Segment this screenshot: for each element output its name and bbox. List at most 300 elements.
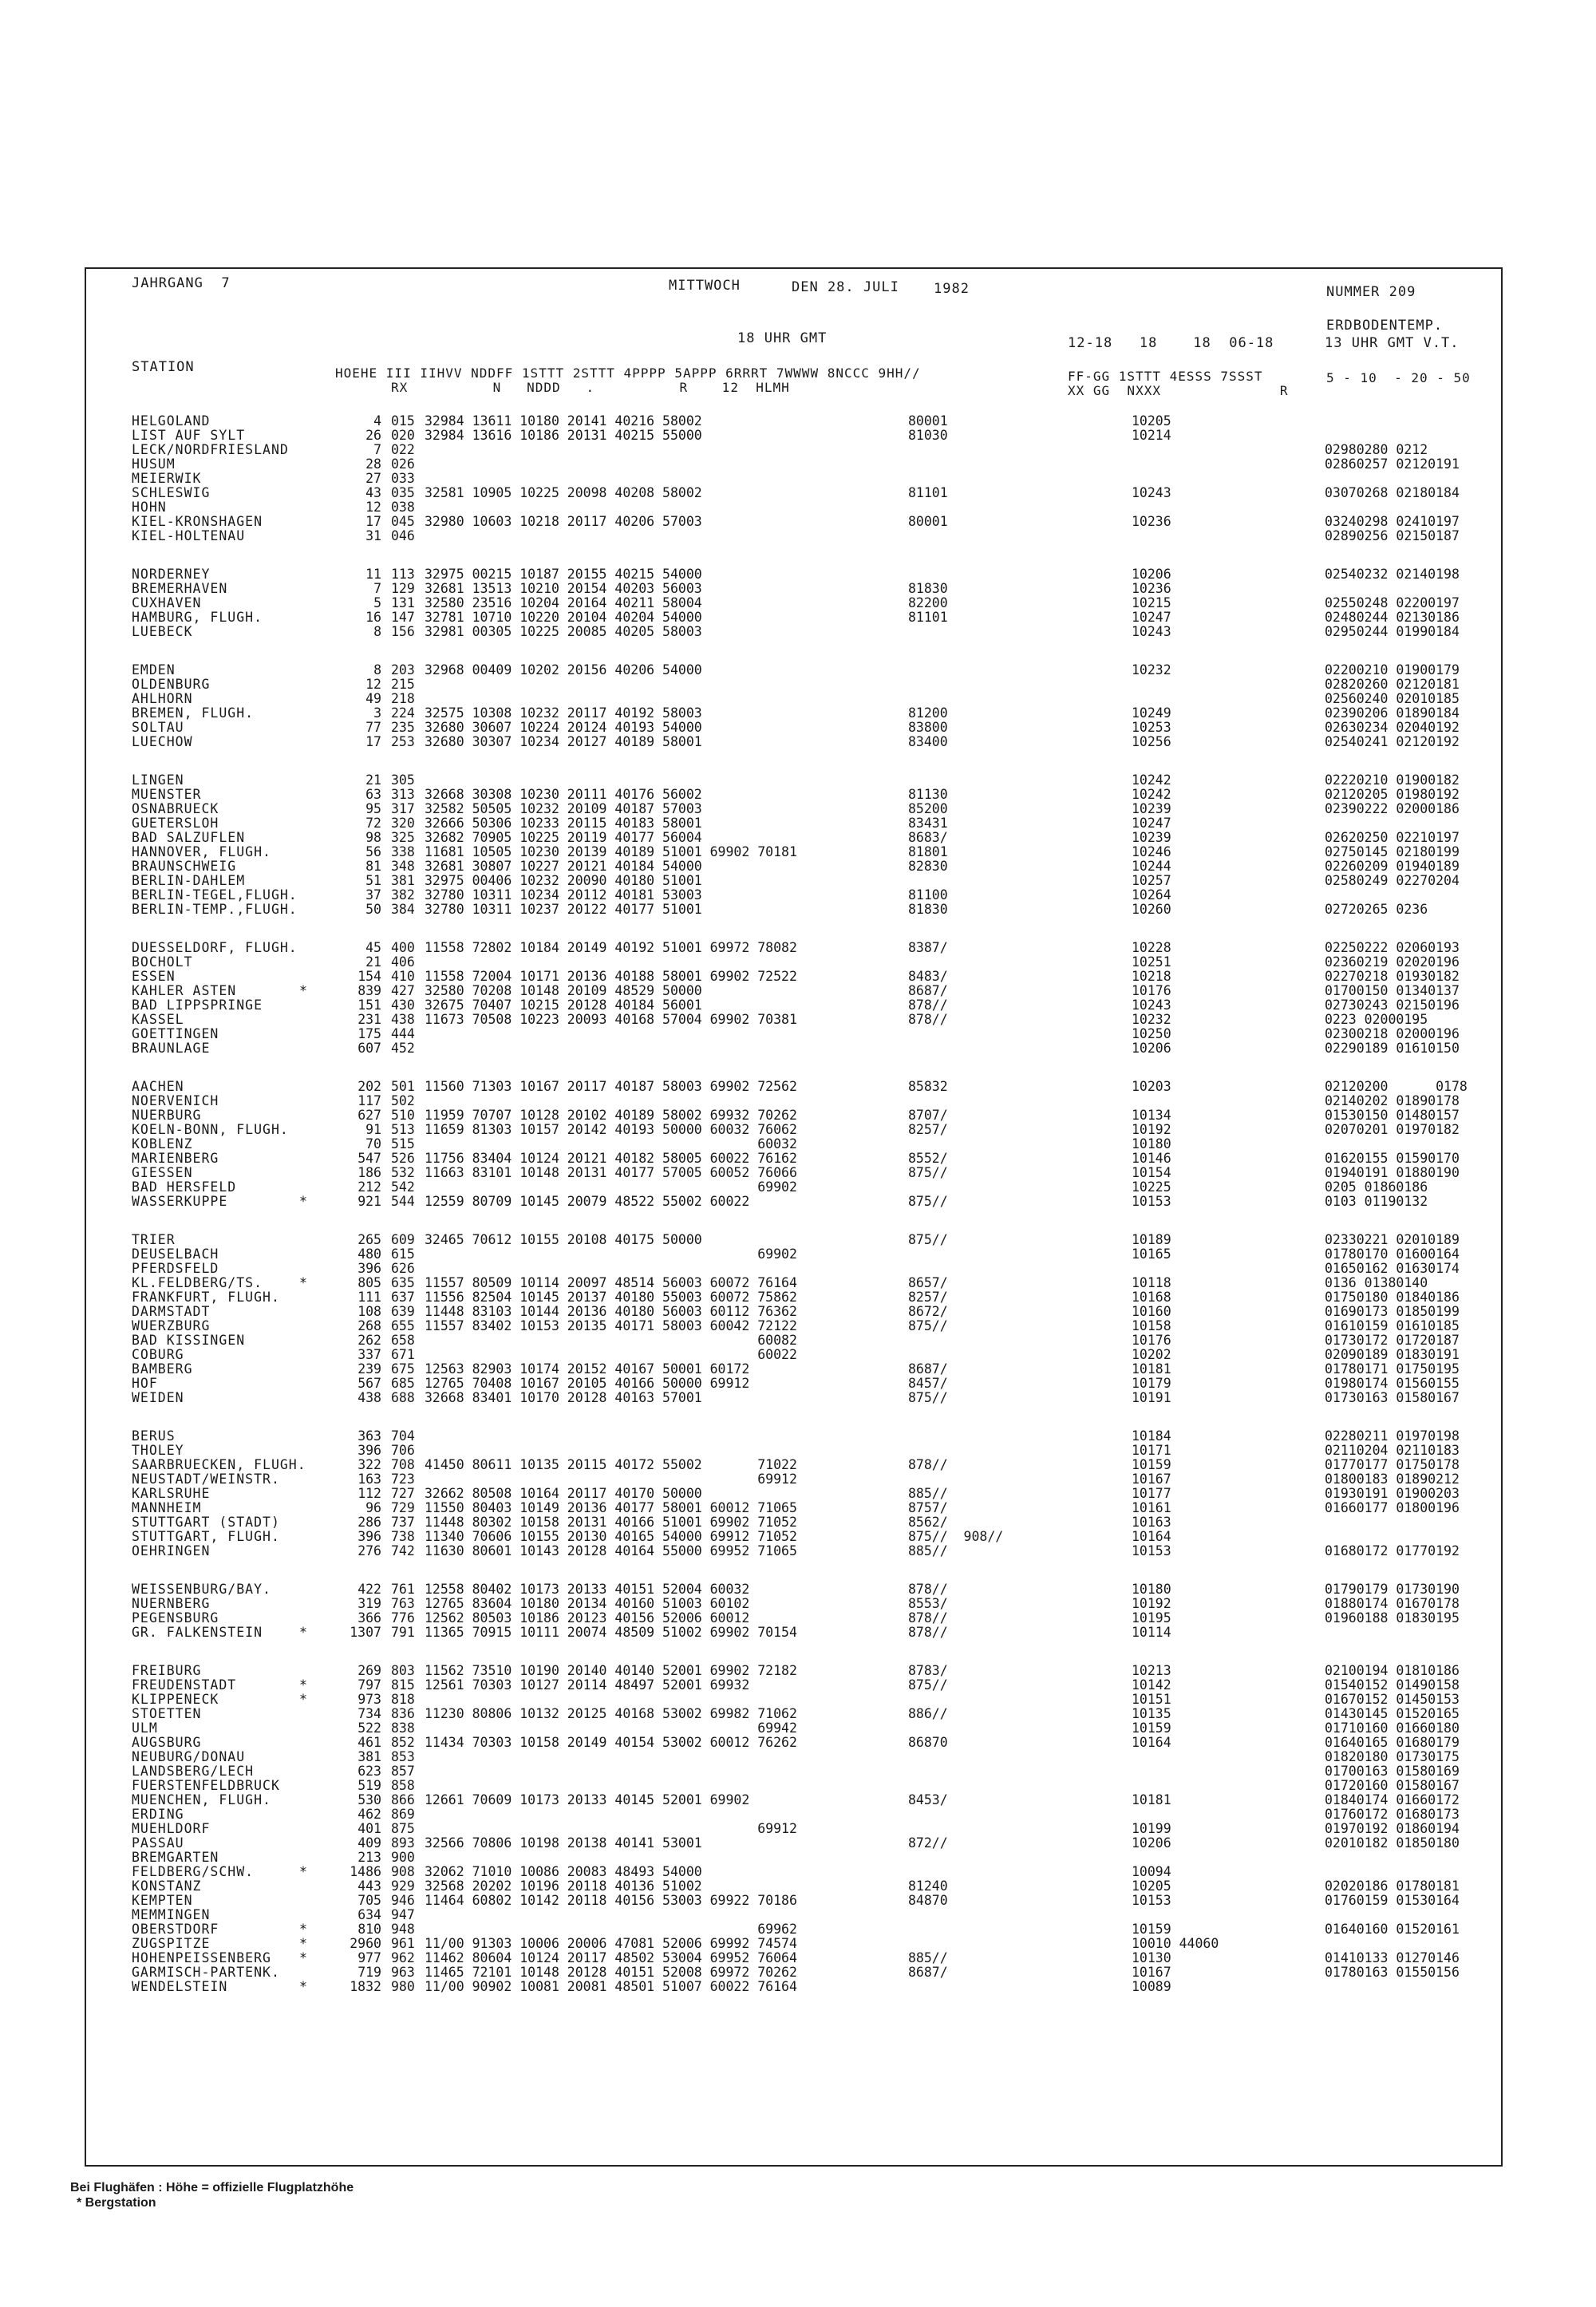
obs-values: 60082: [425, 1333, 797, 1348]
station-name: MEMMINGEN: [132, 1907, 211, 1922]
soil-temp-values: 02720265 0236: [1325, 902, 1428, 917]
station-name: GR. FALKENSTEIN: [132, 1625, 263, 1640]
hoehe-value: 363: [358, 1428, 381, 1444]
station-name: MUENCHEN, FLUGH.: [132, 1792, 271, 1807]
ff-value: 10151: [1132, 1692, 1171, 1707]
station-name: BRAUNLAGE: [132, 1041, 211, 1056]
hoehe-value: 81: [365, 859, 381, 874]
station-name: SAARBRUECKEN, FLUGH.: [132, 1457, 306, 1472]
soil-temp-values: 01720160 01580167: [1325, 1778, 1460, 1793]
ff-value: 10205: [1132, 1878, 1171, 1894]
ff-value: 10202: [1132, 1347, 1171, 1362]
obs-values: 32681 13513 10210 20154 40203 56003: [425, 581, 702, 596]
hours-right: 12-18 18 18 06-18: [1068, 335, 1274, 351]
ff-value: 10114: [1132, 1625, 1171, 1640]
soil-temp-values: 01760172 01680173: [1325, 1807, 1460, 1822]
obs-values: 32662 80508 10164 20117 40170 50000: [425, 1486, 702, 1501]
obs-values: 11673 70508 10223 20093 40168 57004 69902 70381: [425, 1012, 797, 1027]
obs-values: 69962: [425, 1922, 797, 1937]
soil-temp-values: 01930191 01900203: [1325, 1486, 1460, 1501]
ff-value: 10206: [1132, 1041, 1171, 1056]
soil-temp-values: 0136 01380140: [1325, 1275, 1428, 1290]
ff-value: 10249: [1132, 705, 1171, 721]
ff-value: 10191: [1132, 1390, 1171, 1405]
sstt-value: 81101: [908, 485, 948, 500]
ff-value: 10257: [1132, 873, 1171, 888]
soil-temp-values: 02290189 01610150: [1325, 1041, 1460, 1056]
soil-temp-values: 01620155 01590170: [1325, 1151, 1460, 1166]
sstt-value: 886//: [908, 1706, 948, 1721]
soil-temp-values: 02360219 02020196: [1325, 954, 1460, 970]
hoehe-value: 286: [358, 1515, 381, 1530]
ff-value: 10089: [1132, 1979, 1171, 1994]
ff-value: 10239: [1132, 830, 1171, 845]
soil-temp-values: 02730243 02150196: [1325, 997, 1460, 1013]
ff-value: 10167: [1132, 1965, 1171, 1980]
sstt-value: 8553/: [908, 1596, 948, 1611]
hoehe-value: 49: [365, 691, 381, 706]
hoehe-value: 366: [358, 1610, 381, 1626]
iii-value: 929: [391, 1878, 415, 1894]
iii-value: 147: [391, 610, 415, 625]
sstt-value: 81801: [908, 844, 948, 859]
soil-temp-values: 01730163 01580167: [1325, 1390, 1460, 1405]
iii-value: 046: [391, 528, 415, 543]
sstt-value: 86870: [908, 1735, 948, 1750]
obs-values: 32980 10603 10218 20117 40206 57003: [425, 514, 702, 529]
iii-value: 727: [391, 1486, 415, 1501]
sstt-value: 8687/: [908, 983, 948, 998]
obs-values: 12661 70609 10173 20133 40145 52001 69902: [425, 1792, 750, 1807]
hoehe-value: 839: [358, 983, 381, 998]
ff-value: 10242: [1132, 787, 1171, 802]
station-name: WEISSENBURG/BAY.: [132, 1582, 271, 1597]
soil-temp-values: 02270218 01930182: [1325, 969, 1460, 984]
ff-value: 10177: [1132, 1486, 1171, 1501]
sstt-value: 81130: [908, 787, 948, 802]
hoehe-value: 26: [365, 428, 381, 443]
ff-value: 10179: [1132, 1376, 1171, 1391]
footnote-airport: Bei Flughäfen : Höhe = offizielle Flugplatzhöhe: [70, 2181, 354, 2194]
obs-values: 32975 00406 10232 20090 40180 51001: [425, 873, 702, 888]
iii-value: 502: [391, 1093, 415, 1108]
sstt-value: 875//: [908, 1318, 948, 1333]
soil-temp-values: 0205 01860186: [1325, 1179, 1428, 1195]
station-name: HANNOVER, FLUGH.: [132, 844, 271, 859]
column-codes-right-sub: XX GG NXXX R: [1068, 383, 1289, 398]
ff-value: 10189: [1132, 1232, 1171, 1247]
iii-value: 113: [391, 567, 415, 582]
iii-value: 410: [391, 969, 415, 984]
station-name: CUXHAVEN: [132, 595, 202, 610]
station-name: KLIPPENECK: [132, 1692, 219, 1707]
obs-values: 32666 50306 10233 20115 40183 58001: [425, 816, 702, 831]
hoehe-value: 269: [358, 1663, 381, 1678]
ff-value: 10239: [1132, 801, 1171, 816]
obs-values: 32668 30308 10230 20111 40176 56002: [425, 787, 702, 802]
station-name: BRAUNSCHWEIG: [132, 859, 237, 874]
station-name: BERLIN-TEMP.,FLUGH.: [132, 902, 298, 917]
iii-value: 215: [391, 677, 415, 692]
ff-value: 10247: [1132, 610, 1171, 625]
station-name: HAMBURG, FLUGH.: [132, 610, 263, 625]
sstt-value: 875//: [908, 1232, 948, 1247]
obs-values: 11448 80302 10158 20131 40166 51001 69902 71052: [425, 1515, 797, 1530]
iii-value: 033: [391, 471, 415, 486]
iii-value: 963: [391, 1965, 415, 1980]
iii-value: 947: [391, 1907, 415, 1922]
ff-value: 10213: [1132, 1663, 1171, 1678]
hoehe-value: 231: [358, 1012, 381, 1027]
soil-temp-values: 02630234 02040192: [1325, 720, 1460, 735]
hoehe-value: 28: [365, 456, 381, 472]
iii-value: 218: [391, 691, 415, 706]
hoehe-value: 151: [358, 997, 381, 1013]
iii-value: 803: [391, 1663, 415, 1678]
ff-value: 10161: [1132, 1500, 1171, 1515]
iii-value: 836: [391, 1706, 415, 1721]
station-name: NORDERNEY: [132, 567, 211, 582]
hoehe-value: 262: [358, 1333, 381, 1348]
sstt-value: 85832: [908, 1079, 948, 1094]
column-codes-right: FF-GG 1STTT 4ESSS 7SSST: [1068, 369, 1263, 384]
ff-value: 10243: [1132, 485, 1171, 500]
soil-temp-values: 01700150 01340137: [1325, 983, 1460, 998]
sstt-value: 81101: [908, 610, 948, 625]
hoehe-value: 1486: [350, 1864, 381, 1879]
hoehe-value: 12: [365, 677, 381, 692]
obs-values: 11465 72101 10148 20128 40151 52008 69972 70262: [425, 1965, 797, 1980]
iii-value: 853: [391, 1749, 415, 1764]
soil-temp-values: 02100194 01810186: [1325, 1663, 1460, 1678]
iii-value: 729: [391, 1500, 415, 1515]
iii-value: 129: [391, 581, 415, 596]
obs-values: 11959 70707 10128 20102 40189 58002 69932 70262: [425, 1108, 797, 1123]
iii-value: 815: [391, 1677, 415, 1693]
ff-value: 10253: [1132, 720, 1171, 735]
hoehe-value: 8: [373, 662, 381, 677]
mountain-mark: *: [299, 1275, 307, 1290]
sstt-value: 878//: [908, 1610, 948, 1626]
hoehe-value: 70: [365, 1136, 381, 1152]
hoehe-value: 27: [365, 471, 381, 486]
soil-temp-values: 01430145 01520165: [1325, 1706, 1460, 1721]
ff-value: 10203: [1132, 1079, 1171, 1094]
ff-value: 10215: [1132, 595, 1171, 610]
hoehe-value: 7: [373, 442, 381, 457]
obs-values: 69942: [425, 1720, 797, 1736]
ff-value: 10171: [1132, 1443, 1171, 1458]
obs-values: 11756 83404 10124 20121 40182 58005 60022 76162: [425, 1151, 797, 1166]
iii-value: 609: [391, 1232, 415, 1247]
station-name: BOCHOLT: [132, 954, 193, 970]
obs-values: 11558 72802 10184 20149 40192 51001 69972 78082: [425, 940, 797, 955]
hoehe-value: 21: [365, 954, 381, 970]
sstt-value: 81830: [908, 581, 948, 596]
ff-value: 10168: [1132, 1290, 1171, 1305]
obs-values: 32680 30307 10234 20127 40189 58001: [425, 734, 702, 749]
hoehe-value: 396: [358, 1261, 381, 1276]
soil-temp-values: 02220210 01900182: [1325, 772, 1460, 788]
iii-value: 400: [391, 940, 415, 955]
ff-value: 10181: [1132, 1361, 1171, 1377]
hoehe-value: 8: [373, 624, 381, 639]
obs-values: 32968 00409 10202 20156 40206 54000: [425, 662, 702, 677]
iii-value: 501: [391, 1079, 415, 1094]
soil-temp-values: 02120205 01980192: [1325, 787, 1460, 802]
soil-temp-values: 01960188 01830195: [1325, 1610, 1460, 1626]
ff-value: 10206: [1132, 567, 1171, 582]
sstt-value: 8657/: [908, 1275, 948, 1290]
obs-values: 12765 83604 10180 20134 40160 51003 60102: [425, 1596, 750, 1611]
soil-temp-values: 01670152 01450153: [1325, 1692, 1460, 1707]
hoehe-value: 163: [358, 1472, 381, 1487]
station-name: DARMSTADT: [132, 1304, 211, 1319]
ff-value: 10176: [1132, 1333, 1171, 1348]
station-name: STUTTGART, FLUGH.: [132, 1529, 280, 1544]
obs-values: 32981 00305 10225 20085 40205 58003: [425, 624, 702, 639]
station-name: HOF: [132, 1376, 158, 1391]
hoehe-value: 461: [358, 1735, 381, 1750]
hoehe-value: 154: [358, 969, 381, 984]
ff-value: 10118: [1132, 1275, 1171, 1290]
iii-value: 020: [391, 428, 415, 443]
station-name: DUESSELDORF, FLUGH.: [132, 940, 298, 955]
hoehe-value: 77: [365, 720, 381, 735]
soil-temp-values: 01650162 01630174: [1325, 1261, 1460, 1276]
obs-values: 11448 83103 10144 20136 40180 56003 60112 76362: [425, 1304, 797, 1319]
sstt-value: 8672/: [908, 1304, 948, 1319]
iii-value: 675: [391, 1361, 415, 1377]
station-name: NEUSTADT/WEINSTR.: [132, 1472, 280, 1487]
ff-value: 10094: [1132, 1864, 1171, 1879]
obs-values: 32668 83401 10170 20128 40163 57001: [425, 1390, 702, 1405]
station-name: BAD HERSFELD: [132, 1179, 237, 1195]
hoehe-value: 51: [365, 873, 381, 888]
sstt-value: 878//: [908, 1582, 948, 1597]
issue-year: 1982: [934, 281, 970, 297]
soil-temp-values: 01780163 01550156: [1325, 1965, 1460, 1980]
iii-value: 235: [391, 720, 415, 735]
sstt-value: 885//: [908, 1543, 948, 1558]
ff-value: 10225: [1132, 1179, 1171, 1195]
iii-value: 452: [391, 1041, 415, 1056]
iii-value: 313: [391, 787, 415, 802]
iii-value: 542: [391, 1179, 415, 1195]
iii-value: 438: [391, 1012, 415, 1027]
soil-temp-values: 01980174 01560155: [1325, 1376, 1460, 1391]
iii-value: 317: [391, 801, 415, 816]
ff-value: 10153: [1132, 1543, 1171, 1558]
obs-values: 32781 10710 10220 20104 40204 54000: [425, 610, 702, 625]
iii-value: 893: [391, 1835, 415, 1851]
station-name: KOBLENZ: [132, 1136, 193, 1152]
column-codes-sub: RX N NDDD . R 12 HLMH: [391, 380, 790, 395]
iii-value: 532: [391, 1165, 415, 1180]
iii-value: 875: [391, 1821, 415, 1836]
sstt-value: 878//: [908, 1457, 948, 1472]
ff-value: 10246: [1132, 844, 1171, 859]
station-name: STUTTGART (STADT): [132, 1515, 280, 1530]
ff-value: 10164: [1132, 1529, 1171, 1544]
ff-value: 10163: [1132, 1515, 1171, 1530]
mountain-mark: *: [299, 1864, 307, 1879]
obs-values: 12765 70408 10167 20105 40166 50000 69912: [425, 1376, 750, 1391]
iii-value: 253: [391, 734, 415, 749]
soil-temp-values: 01640160 01520161: [1325, 1922, 1460, 1937]
hoehe-value: 627: [358, 1108, 381, 1123]
hoehe-value: 1307: [350, 1625, 381, 1640]
soil-temp-values: 02250222 02060193: [1325, 940, 1460, 955]
hoehe-value: 921: [358, 1194, 381, 1209]
mountain-mark: *: [299, 1692, 307, 1707]
iii-value: 444: [391, 1026, 415, 1041]
soil-temp-values: 01640165 01680179: [1325, 1735, 1460, 1750]
mountain-mark: *: [299, 983, 307, 998]
issue-date: DEN 28. JULI: [792, 279, 899, 295]
station-name: OLDENBURG: [132, 677, 211, 692]
soil-temp-values: 02550248 02200197: [1325, 595, 1460, 610]
station-name: GIESSEN: [132, 1165, 193, 1180]
hoehe-value: 322: [358, 1457, 381, 1472]
soil-temp-values: 02260209 01940189: [1325, 859, 1460, 874]
ff-value: 10192: [1132, 1122, 1171, 1137]
station-name: WEIDEN: [132, 1390, 184, 1405]
obs-values: 32675 70407 10215 20128 40184 56001: [425, 997, 702, 1013]
soil-temp-values: 02020186 01780181: [1325, 1878, 1460, 1894]
station-name: EMDEN: [132, 662, 176, 677]
soil-temp-values: 02390206 01890184: [1325, 705, 1460, 721]
iii-value: 857: [391, 1764, 415, 1779]
obs-values: 11558 72004 10171 20136 40188 58001 69902 72522: [425, 969, 797, 984]
station-name: MEIERWIK: [132, 471, 202, 486]
sstt-value: 8387/: [908, 940, 948, 955]
sstt-value: 80001: [908, 514, 948, 529]
obs-values: 69902: [425, 1246, 797, 1262]
iii-value: 671: [391, 1347, 415, 1362]
station-name: BERLIN-DAHLEM: [132, 873, 246, 888]
hoehe-value: 96: [365, 1500, 381, 1515]
hoehe-value: 2960: [350, 1936, 381, 1951]
footnote-mountain: * Bergstation: [77, 2196, 156, 2210]
sstt-value: 85200: [908, 801, 948, 816]
station-name: HOHN: [132, 500, 167, 515]
station-name: NEUBURG/DONAU: [132, 1749, 246, 1764]
soil-temp-values: 02200210 01900179: [1325, 662, 1460, 677]
ff-value: 10256: [1132, 734, 1171, 749]
station-name: LECK/NORDFRIESLAND: [132, 442, 289, 457]
hoehe-value: 623: [358, 1764, 381, 1779]
hoehe-value: 337: [358, 1347, 381, 1362]
station-name: BREMEN, FLUGH.: [132, 705, 255, 721]
soil-temp-values: 02390222 02000186: [1325, 801, 1460, 816]
obs-values: 32568 20202 10196 20118 40136 51002: [425, 1878, 702, 1894]
iii-value: 035: [391, 485, 415, 500]
iii-value: 637: [391, 1290, 415, 1305]
station-name: AACHEN: [132, 1079, 184, 1094]
soil-temp-values: 01780171 01750195: [1325, 1361, 1460, 1377]
station-name: FREUDENSTADT: [132, 1677, 237, 1693]
soil-temp-values: 01410133 01270146: [1325, 1950, 1460, 1965]
weekday: MITTWOCH: [669, 278, 741, 294]
hoehe-value: 186: [358, 1165, 381, 1180]
station-name: ESSEN: [132, 969, 176, 984]
sstt-value: 83800: [908, 720, 948, 735]
uhr13-label: 13 UHR GMT V.T.: [1325, 335, 1460, 351]
iii-value: 708: [391, 1457, 415, 1472]
soil-temp-values: 02540241 02120192: [1325, 734, 1460, 749]
obs-values: 11462 80604 10124 20117 48502 53004 69952 76064: [425, 1950, 797, 1965]
station-name: LINGEN: [132, 772, 184, 788]
station-name: WASSERKUPPE: [132, 1194, 228, 1209]
station-name: BAD KISSINGEN: [132, 1333, 246, 1348]
soil-temp-values: 01680172 01770192: [1325, 1543, 1460, 1558]
sstt-value: 8257/: [908, 1290, 948, 1305]
hoehe-value: 5: [373, 595, 381, 610]
station-name: NOERVENICH: [132, 1093, 219, 1108]
mountain-mark: *: [299, 1625, 307, 1640]
ff-value: 10236: [1132, 581, 1171, 596]
hoehe-value: 37: [365, 887, 381, 903]
hoehe-value: 396: [358, 1529, 381, 1544]
iii-value: 852: [391, 1735, 415, 1750]
iii-value: 156: [391, 624, 415, 639]
iii-value: 381: [391, 873, 415, 888]
soil-temp-values: 02300218 02000196: [1325, 1026, 1460, 1041]
obs-values: 32682 70905 10225 20119 40177 56004: [425, 830, 702, 845]
obs-values: 12562 80503 10186 20123 40156 52006 60012: [425, 1610, 750, 1626]
iii-value: 635: [391, 1275, 415, 1290]
hoehe-value: 45: [365, 940, 381, 955]
iii-value: 869: [391, 1807, 415, 1822]
soil-temp-values: 02890256 02150187: [1325, 528, 1460, 543]
sstt-value: 81200: [908, 705, 948, 721]
iii-value: 305: [391, 772, 415, 788]
station-name: KONSTANZ: [132, 1878, 202, 1894]
station-name: COBURG: [132, 1347, 184, 1362]
hoehe-value: 797: [358, 1677, 381, 1693]
station-name: HOHENPEISSENBERG: [132, 1950, 271, 1965]
station-name: PEGENSBURG: [132, 1610, 219, 1626]
obs-values: 60032: [425, 1136, 797, 1152]
sstt-value: 872//: [908, 1835, 948, 1851]
sstt-value: 81030: [908, 428, 948, 443]
station-name: BERUS: [132, 1428, 176, 1444]
ff-value: 10180: [1132, 1136, 1171, 1152]
hoehe-value: 50: [365, 902, 381, 917]
soil-temp-values: 01940191 01880190: [1325, 1165, 1460, 1180]
obs-values: 32984 13616 10186 20131 40215 55000: [425, 428, 702, 443]
obs-values: 12558 80402 10173 20133 40151 52004 60032: [425, 1582, 750, 1597]
station-name: PASSAU: [132, 1835, 184, 1851]
sstt-value: 80001: [908, 413, 948, 429]
obs-values: 32984 13611 10180 20141 40216 58002: [425, 413, 702, 429]
ff-value: 10134: [1132, 1108, 1171, 1123]
ff-value: 10242: [1132, 772, 1171, 788]
station-name: HELGOLAND: [132, 413, 211, 429]
station-name: GARMISCH-PARTENK.: [132, 1965, 280, 1980]
sstt-value: 84870: [908, 1893, 948, 1908]
hoehe-value: 12: [365, 500, 381, 515]
soil-temp-values: 01790179 01730190: [1325, 1582, 1460, 1597]
obs-values: 32465 70612 10155 20108 40175 50000: [425, 1232, 702, 1247]
ff-value: 10228: [1132, 940, 1171, 955]
iii-value: 022: [391, 442, 415, 457]
soil-temp-values: 02070201 01970182: [1325, 1122, 1460, 1137]
hoehe-value: 17: [365, 514, 381, 529]
ff-value: 10153: [1132, 1893, 1171, 1908]
hoehe-value: 111: [358, 1290, 381, 1305]
